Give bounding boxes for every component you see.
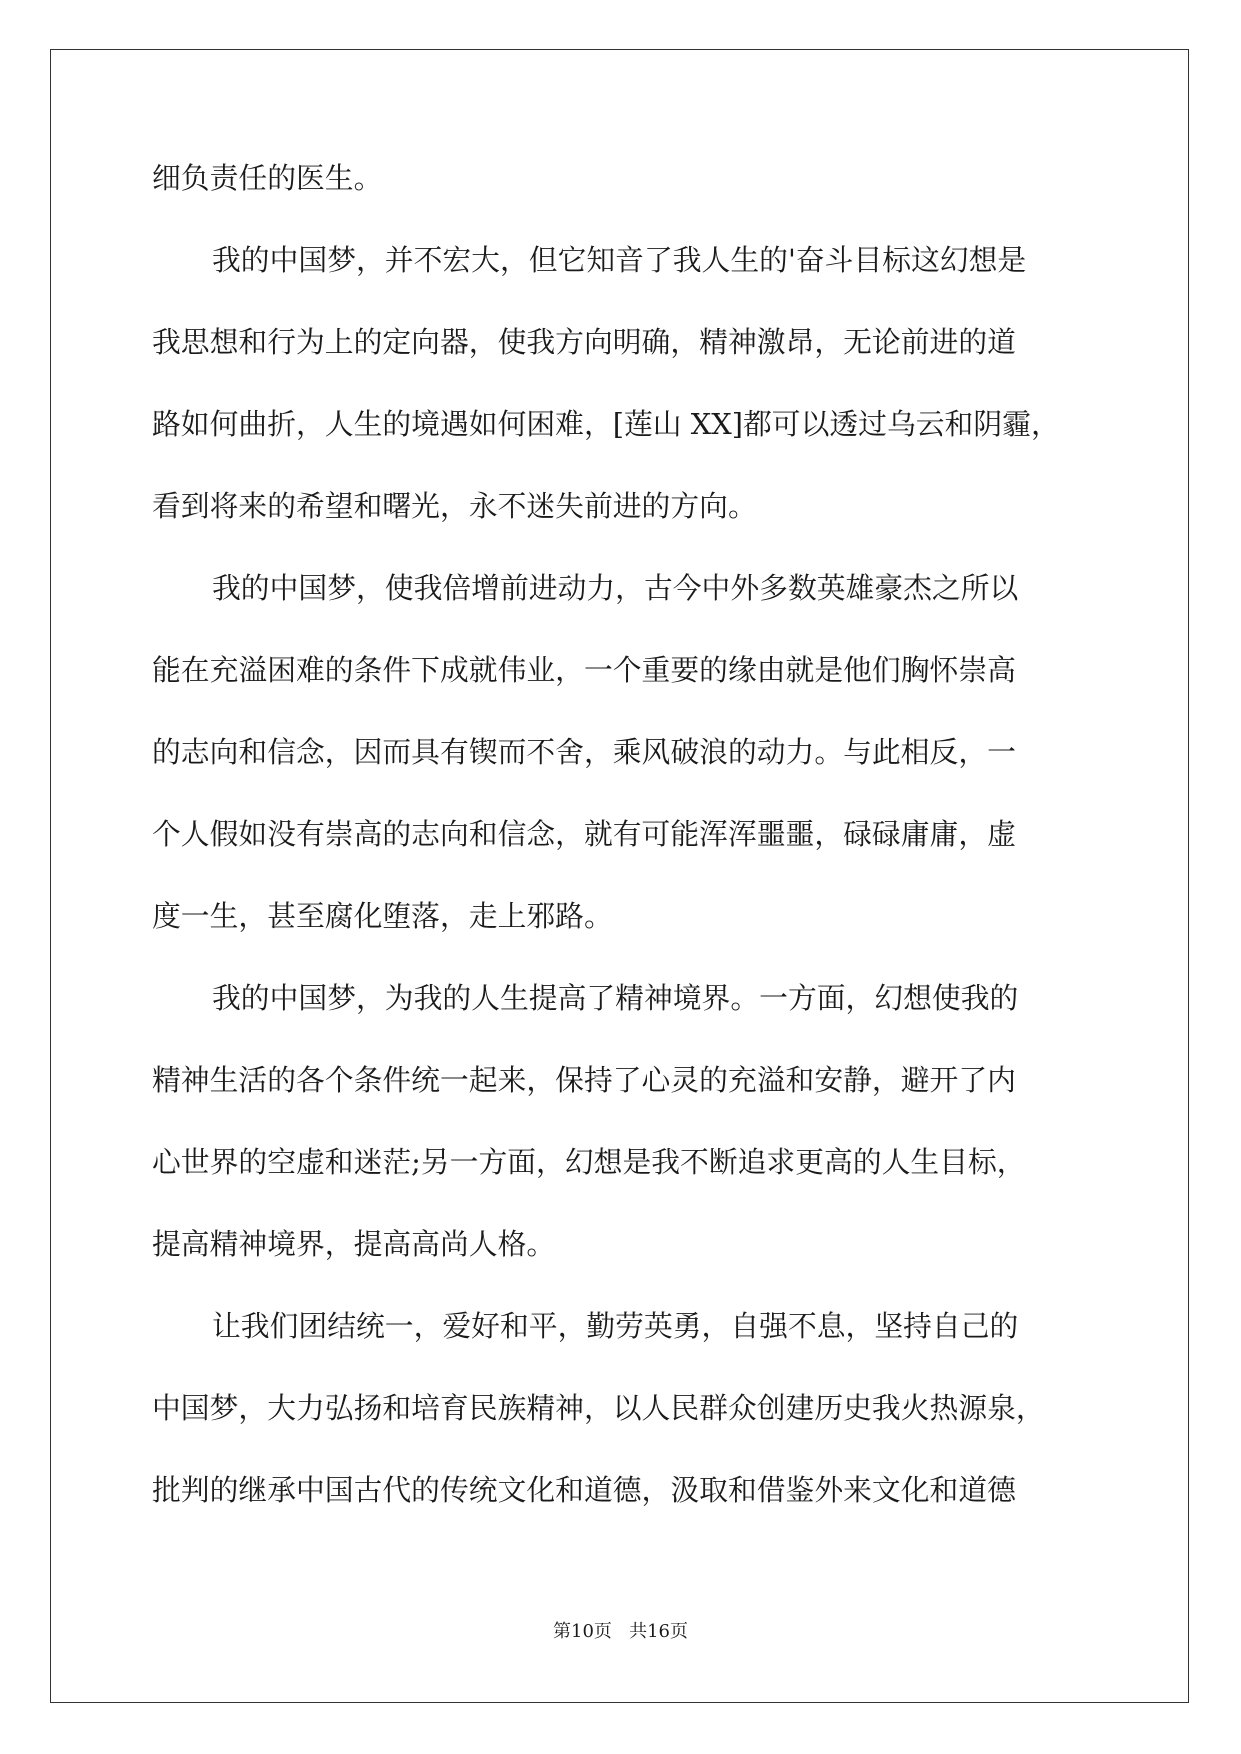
- text-line: 度一生，甚至腐化堕落，走上邪路。: [152, 899, 613, 933]
- text-line: 细负责任的医生。: [152, 161, 383, 195]
- text-line: 个人假如没有崇高的志向和信念，就有可能浑浑噩噩，碌碌庸庸，虚: [152, 817, 1016, 851]
- text-line: 心世界的空虚和迷茫;另一方面，幻想是我不断追求更高的人生目标，: [152, 1145, 1026, 1179]
- paragraph-first-line: 我的中国梦，为我的人生提高了精神境界。一方面，幻想使我的: [212, 981, 1019, 1015]
- paragraph-first-line: 我的中国梦，并不宏大，但它知音了我人生的'奋斗目标这幻想是: [212, 243, 1027, 277]
- text-line: 精神生活的各个条件统一起来，保持了心灵的充溢和安静，避开了内: [152, 1063, 1016, 1097]
- page-footer: [0, 1620, 1241, 1644]
- text-line: 我思想和行为上的定向器，使我方向明确，精神激昂，无论前进的道: [152, 325, 1016, 359]
- text-line: 批判的继承中国古代的传统文化和道德，汲取和借鉴外来文化和道德: [152, 1473, 1016, 1507]
- paragraph-first-line: 我的中国梦，使我倍增前进动力，古今中外多数英雄豪杰之所以: [212, 571, 1019, 605]
- page-total: 共16页: [629, 1621, 688, 1642]
- text-line: 看到将来的希望和曙光，永不迷失前进的方向。: [152, 489, 757, 523]
- text-line: 中国梦，大力弘扬和培育民族精神，以人民群众创建历史我火热源泉，: [152, 1391, 1045, 1425]
- text-line: 能在充溢困难的条件下成就伟业，一个重要的缘由就是他们胸怀崇高: [152, 653, 1016, 687]
- paragraph-first-line: 让我们团结统一，爱好和平，勤劳英勇，自强不息，坚持自己的: [212, 1309, 1019, 1343]
- text-line: 提高精神境界，提高高尚人格。: [152, 1227, 556, 1261]
- document-body: [152, 158, 1092, 1538]
- text-line: 的志向和信念，因而具有锲而不舍，乘风破浪的动力。与此相反，一: [152, 735, 1016, 769]
- text-line: 路如何曲折，人生的境遇如何困难，[莲山 XX]都可以透过乌云和阴霾，: [152, 407, 1060, 441]
- page-number: 第10页: [553, 1621, 612, 1642]
